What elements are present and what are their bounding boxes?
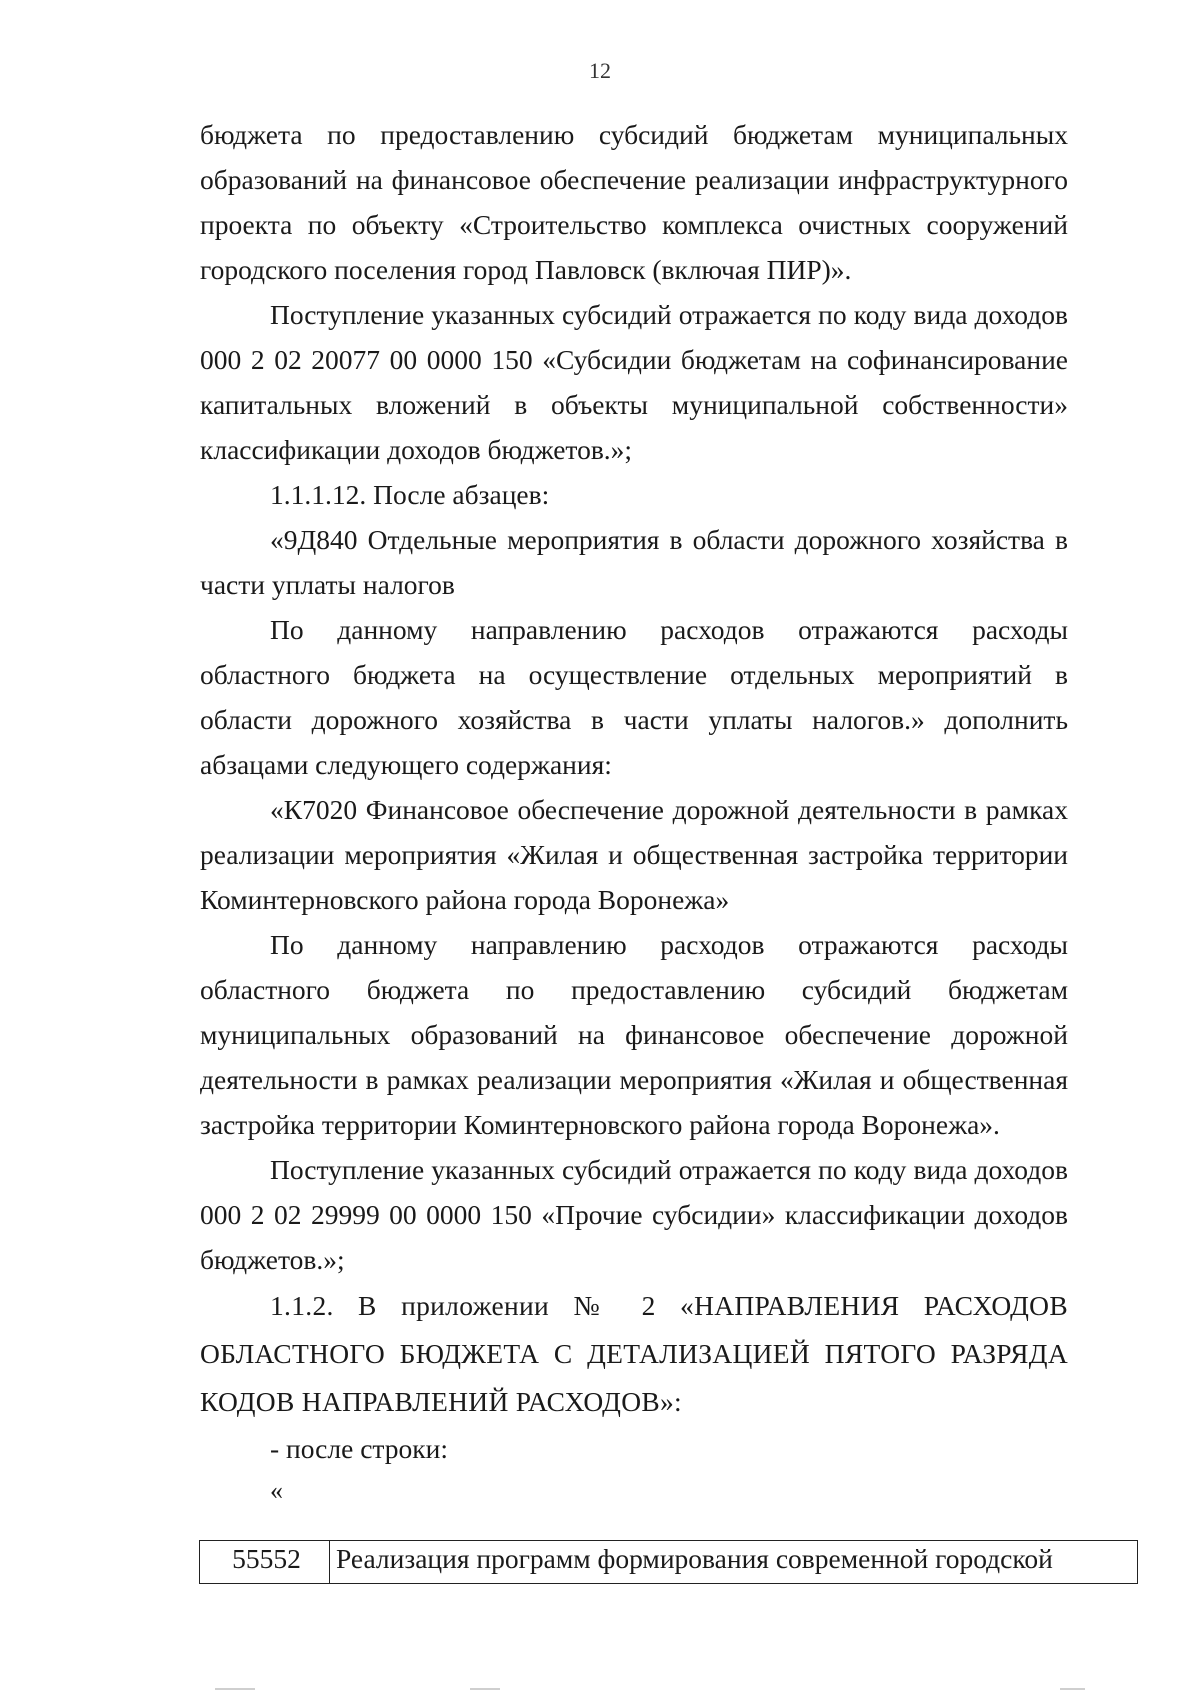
table-cell-description: Реализация программ формирования современной городской bbox=[330, 1541, 1138, 1584]
table-row bbox=[200, 1541, 1138, 1584]
scan-artifact bbox=[1060, 1688, 1085, 1690]
paragraph: Поступление указанных субсидий отражается по коду вида доходов 000 2 02 20077 00 0000 150 «Субсидии бюджетам на софинансирование капитальных вложений в объекты муниципальной собственности» классификации доходов бюджетов.»; bbox=[200, 299, 1068, 465]
code-table bbox=[199, 1540, 1138, 1584]
document-body bbox=[200, 112, 1068, 1511]
table-cell-code: 55552 bbox=[200, 1541, 330, 1584]
quote-open-mark: « bbox=[270, 1476, 283, 1505]
page-number: 12 bbox=[589, 58, 611, 83]
paragraph: - после строки: bbox=[270, 1433, 448, 1464]
paragraph: Поступление указанных субсидий отражается по коду вида доходов 000 2 02 29999 00 0000 150 «Прочие субсидии» классификации доходов бюджетов.»; bbox=[200, 1154, 1068, 1275]
paragraph: По данному направлению расходов отражаются расходы областного бюджета по предоставлению субсидий бюджетам муниципальных образований на финансовое обеспечение дорожной деятельности в рамках реализации мероприятия «Жилая и общественная застройка территории Коминтерновского района города Воронежа». bbox=[200, 929, 1068, 1140]
scan-artifact bbox=[470, 1688, 500, 1690]
paragraph: 1.1.1.12. После абзацев: bbox=[270, 479, 550, 510]
paragraph: бюджета по предоставлению субсидий бюджетам муниципальных образований на финансовое обеспечение реализации инфраструктурного проекта по объекту «Строительство комплекса очистных сооружений городского поселения город Павловск (включая ПИР)». bbox=[200, 119, 1068, 285]
paragraph: 1.1.2. В приложении № 2 «НАПРАВЛЕНИЯ РАСХОДОВ ОБЛАСТНОГО БЮДЖЕТА С ДЕТАЛИЗАЦИЕЙ ПЯТОГО РАЗРЯДА КОДОВ НАПРАВЛЕНИЙ РАСХОДОВ»: bbox=[200, 1290, 1068, 1417]
paragraph: «К7020 Финансовое обеспечение дорожной деятельности в рамках реализации мероприятия «Жилая и общественная застройка территории Коминтерновского района города Воронежа» bbox=[200, 794, 1068, 915]
paragraph: По данному направлению расходов отражаются расходы областного бюджета на осуществление отдельных мероприятий в области дорожного хозяйства в части уплаты налогов.» дополнить абзацами следующего содержания: bbox=[200, 614, 1068, 780]
paragraph: «9Д840 Отдельные мероприятия в области дорожного хозяйства в части уплаты налогов bbox=[200, 524, 1068, 600]
scan-artifact bbox=[215, 1688, 255, 1690]
